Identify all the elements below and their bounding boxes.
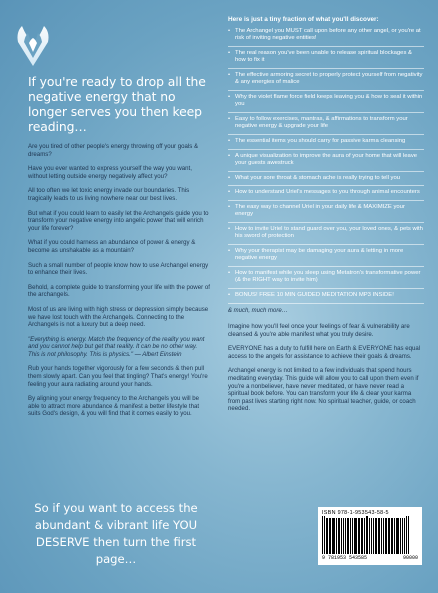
barcode-number <box>322 555 418 561</box>
barcode-bar <box>366 516 368 554</box>
list-item: • Why the violet flame force field keeps leaving you & how to seal it within you <box>228 94 424 113</box>
isbn-barcode <box>318 507 422 565</box>
barcode-bar <box>404 518 406 554</box>
barcode-bar <box>402 518 403 554</box>
barcode-bar <box>378 518 380 554</box>
body-paragraph: But what if you could learn to easily let the Archangels guide you to transform your negative energy into angelic power that will enrich your life forever? <box>28 209 209 232</box>
barcode-bar <box>385 518 387 554</box>
body-paragraph: Archangel energy is not limited to a few individuals that spend hours meditating everyday. This guide will allow you to call upon them even if you're a nonbeliever, have never meditated, or have never read a spiritual book before. You can transform your life & clear your karma from past lives starting right now. No spiritual teacher, guide, or coach needed. <box>228 367 419 413</box>
isbn-number: ISBN 978-1-953543-58-5 <box>322 510 389 516</box>
barcode-bars <box>322 518 418 554</box>
list-item: • The effective armoring secret to properly protect yourself from negativity & any energies of malice <box>228 72 424 91</box>
barcode-bar <box>383 518 384 554</box>
barcode-bar <box>375 518 378 554</box>
barcode-bar <box>358 518 359 554</box>
barcode-bar <box>364 518 365 554</box>
body-paragraph: By aligning your energy frequency to the Archangels you will be able to attract more abundance & manifest a better lifestyle that suits God's design, & you will find that it comes easily to you. <box>28 395 200 418</box>
barcode-bar <box>350 518 351 554</box>
barcode-bar <box>396 518 399 554</box>
barcode-bar <box>389 518 390 554</box>
barcode-bar <box>373 518 374 554</box>
barcode-bar <box>400 518 401 554</box>
barcode-bar <box>343 518 344 554</box>
list-item: • The easy way to channel Uriel in your daily life & MAXIMIZE your energy <box>228 204 424 223</box>
headline: If you're ready to drop all the negative energy that no longer serves you then keep reading… <box>28 74 206 134</box>
list-item: • The Archangel you MUST call upon before any other angel, or you're at risk of inviting negative entities! <box>228 28 424 47</box>
barcode-bar <box>341 518 342 554</box>
body-paragraph: Such a small number of people know how to use Archangel energy to enhance their lives. <box>28 261 209 277</box>
list-item: • What your sore throat & stomach ache is really trying to tell you <box>228 175 424 187</box>
list-item: • A unique visualization to improve the aura of your home that will leave your guests awestruck <box>228 153 424 172</box>
barcode-bar <box>326 518 328 554</box>
barcode-bar <box>345 518 347 554</box>
list-item: • BONUS! FREE 10 MIN GUIDED MEDITATION MP3 INSIDE! <box>228 292 424 304</box>
and-more-text: & much, much more… <box>228 307 288 314</box>
barcode-bar <box>388 518 389 554</box>
barcode-bar <box>369 518 370 554</box>
barcode-bar <box>371 518 372 554</box>
barcode-bar <box>347 518 349 554</box>
einstein-quote: "Everything is energy. Match the frequency of the reality you want and you cannot help but get that reality. It can be no other way. This is not philosophy. This is physics." — Albert Einstein <box>28 335 205 358</box>
barcode-bar <box>329 518 330 554</box>
list-item: • How to understand Uriel's messages to you through animal encounters <box>228 189 424 201</box>
body-paragraph: Most of us are living with high stress or depression simply because we have lost touch with the Archangels. Connecting to the Archangels is not a luxury but a deep need. <box>28 305 209 329</box>
left-column <box>28 74 210 425</box>
barcode-bar <box>322 516 323 554</box>
body-paragraph: Imagine how you'll feel once your feelings of fear & vulnerability are cleansed & you're able manifest what you truly desire. <box>228 322 410 338</box>
barcode-bar <box>359 518 360 554</box>
list-intro: Here is just a tiny fraction of what you'll discover: <box>228 16 379 23</box>
barcode-bar <box>361 518 363 554</box>
body-paragraph: Are you tired of other people's energy throwing off your goals & dreams? <box>28 143 199 158</box>
right-column <box>228 16 424 420</box>
angel-wings-logo-icon <box>16 22 50 70</box>
barcode-bar <box>330 518 331 554</box>
benefits-list <box>228 28 424 304</box>
list-item: • Why your therapist may be damaging your aura & letting in more negative energy <box>228 248 424 267</box>
barcode-bar <box>332 518 335 554</box>
list-item: • How to invite Uriel to stand guard over you, your loved ones, & pets with his sword of protection <box>228 226 424 245</box>
list-item: • Easy to follow exercises, mantras, & affirmations to transform your negative energy & upgrade your life <box>228 116 424 135</box>
list-item: • The real reason you've been unable to release spiritual blockages & how to fix it <box>228 50 424 69</box>
body-paragraph: What if you could harness an abundance of power & energy & become as unshakable as a mountain? <box>28 239 196 254</box>
barcode-bar <box>408 516 409 554</box>
barcode-bar <box>381 518 382 554</box>
body-paragraph: EVERYONE has a duty to fulfill here on Earth & EVERYONE has equal access to the angels for assistance to achieve their goals & dreams. <box>228 345 421 360</box>
barcode-digits: 9 781953 543585 <box>322 555 368 561</box>
closing-callout: So if you want to access the abundant & vibrant life YOU DESERVE then turn the first page… <box>34 501 198 566</box>
barcode-bar <box>394 518 395 554</box>
body-paragraph: All too often we let toxic energy invade our boundaries. This tragically leads to us living nowhere near our best lives. <box>28 187 190 202</box>
barcode-bar <box>352 518 353 554</box>
barcode-bar <box>391 518 393 554</box>
barcode-bar <box>406 516 407 554</box>
barcode-bar <box>336 518 337 554</box>
barcode-bar <box>338 518 340 554</box>
list-item: • The essential items you should carry for passive karma cleansing <box>228 138 424 150</box>
barcode-bar <box>324 516 325 554</box>
body-paragraph: Rub your hands together vigorously for a few seconds & then pull them slowly apart. Can you feel that tingling? That's energy! You're feeling your aura radiating around your hands. <box>28 365 208 388</box>
body-paragraph: Behold, a complete guide to transforming your life with the power of the archangels. <box>28 283 210 299</box>
barcode-bar <box>354 518 357 554</box>
body-paragraph: Have you ever wanted to express yourself the way you want, without letting outside energy negatively affect you? <box>28 165 192 180</box>
list-item: • How to manifest while you sleep using Metatron's transformative power (& the RIGHT way to invite him) <box>228 270 424 289</box>
price-code: 90000 <box>402 555 418 561</box>
